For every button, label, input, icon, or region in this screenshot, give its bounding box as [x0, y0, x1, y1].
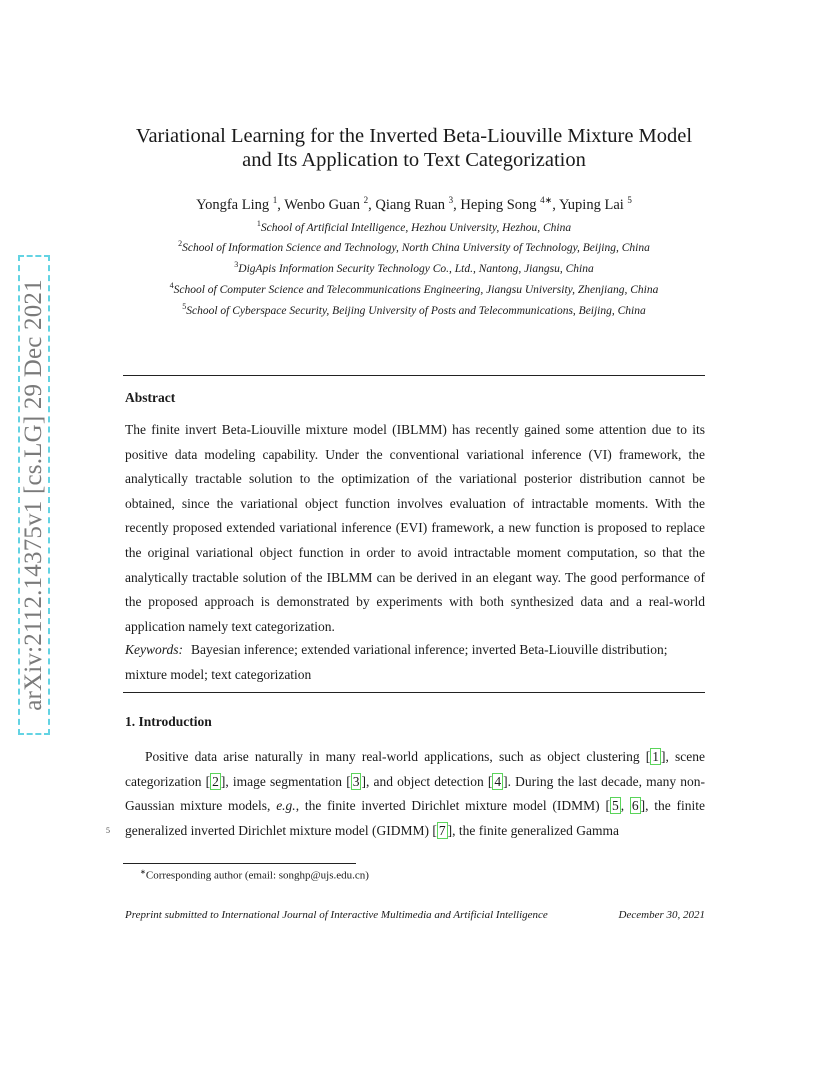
intro-text: , the finite inverted Dirichlet mixture model (IDMM): [295, 798, 606, 814]
keywords: [125, 638, 705, 687]
affiliation-4: [100, 281, 728, 296]
affiliation-3: [100, 260, 728, 275]
affiliation-1: [100, 219, 728, 234]
intro-text: , the finite generalized Gamma: [452, 822, 619, 838]
intro-text: Positive data arise naturally in many real-world applications, such as object clustering: [145, 749, 646, 764]
affiliation-mark: 2: [178, 239, 183, 248]
author-list: Yongfa Ling $^1$, Wenbo Guan $^2$, Qiang Ruan $^3$, Heping Song $^{4∗}$, Yuping Lai $^5$: [196, 195, 632, 213]
author-affiliation-mark: 3: [448, 195, 454, 205]
affiliation-mark: 1: [256, 219, 261, 228]
affiliation-text: School of Artificial Intelligence, Hezhou University, Hezhou, China: [260, 221, 572, 234]
intro-text: , scene categorization: [125, 749, 705, 789]
title-line-1: Variational Learning for the Inverted Beta-Liouville Mixture Model: [135, 125, 693, 147]
intro-text: , the finite generalized inverted Dirichlet mixture model (GIDMM): [125, 798, 706, 838]
paper-title: [100, 124, 728, 172]
author-affiliation-mark: 1: [272, 195, 278, 205]
preprint-journal: Preprint submitted to International Journal of Interactive Multimedia and Artificial Intelligence: [125, 909, 548, 921]
abstract-body: The finite invert Beta-Liouville mixture model (IBLMM) has recently gained some attention due to its positive data modeling capability. Under the conventional variational inference (VI) framework, the analytically tractable solution to the optimization of the variational posterior distribution cannot be obtained, since the variational object function involves evaluation of intractable moments. With the recently proposed extended variational inference (EVI) framework, a new function is proposed to replace the original variational object function in order to avoid intractable moment computation, so that the analytically tractable solution of the IBLMM can be derived in an elegant way. The good performance of the proposed approach is demonstrated by experiments with both synthesized data and a real-world application namely text categorization.: [125, 422, 705, 634]
citation-link[interactable]: 4: [494, 773, 502, 789]
keywords-label: Keywords:: [125, 642, 183, 657]
citation-link[interactable]: 7: [438, 822, 446, 838]
keywords-text: Bayesian inference; extended variational inference; inverted Beta-Liouville distribution; mixture model; text categorization: [125, 642, 668, 682]
intro-text: , and object detection: [365, 773, 488, 789]
affiliation-mark: 4: [169, 281, 174, 290]
citation-link[interactable]: 2: [212, 773, 219, 789]
affiliation-text: School of Computer Science and Telecommunications Engineering, Jiangsu University, Zhenjiang, China: [173, 283, 659, 296]
arxiv-identifier-stamp[interactable]: [18, 255, 50, 735]
introduction-paragraph: Positive data arise naturally in many real-world applications, such as object clustering [ 1 ], scene categorization [ 2 ], image segmentation [ 3 ], and object detection [ 4 ]. During the last decade, many non-Gaussian mixture models, e.g., the finite inverted Dirichlet mixture model (IDMM) [ 5 , 6 ], the finite generalized inverted Dirichlet mixture model (GIDMM) [ 7 ], the finite generalized Gamma: [125, 749, 706, 838]
footnote-rule: [123, 863, 356, 864]
author-affiliation-mark: 5: [627, 195, 632, 205]
author-name: Yuping Lai: [558, 196, 624, 213]
abstract-heading: Abstract: [125, 390, 176, 405]
affiliation-5: [100, 302, 728, 317]
preprint-footer: [125, 909, 705, 921]
citation-link[interactable]: 3: [352, 773, 360, 789]
abstract-top-rule: [123, 375, 705, 376]
intro-emphasis: e.g.: [276, 798, 296, 814]
affiliation-mark: 5: [182, 302, 187, 311]
arxiv-stamp-text: arXiv:2112.14375v1 [cs.LG] 29 Dec 2021: [20, 279, 47, 711]
line-number: 5: [106, 826, 110, 835]
affiliation-2: [100, 239, 728, 254]
author-name: Heping Song: [460, 196, 537, 213]
author-name: Yongfa Ling: [196, 196, 270, 213]
author-name: Qiang Ruan: [375, 196, 446, 213]
citation-link[interactable]: 5: [611, 798, 619, 814]
preprint-date: December 30, 2021: [618, 909, 705, 921]
intro-text: , image segmentation: [225, 773, 347, 789]
footnote-text: Corresponding author (email: songhp@ujs.edu.cn): [145, 869, 369, 882]
intro-text: ,: [620, 798, 630, 814]
title-line-2: and Its Application to Text Categorization: [242, 149, 586, 171]
author-affiliation-mark: 4∗: [540, 195, 553, 205]
footnote-mark: ∗: [140, 868, 146, 876]
citation-link[interactable]: 1: [652, 749, 659, 764]
citation-link[interactable]: 6: [631, 798, 639, 814]
intro-text: . During the last decade, many non-Gaussian mixture models,: [125, 773, 705, 814]
affiliation-text: School of Information Science and Technology, North China University of Technology, Beijing, China: [182, 241, 650, 254]
author-name: Wenbo Guan: [284, 196, 360, 213]
section-heading-introduction: 1. Introduction: [125, 714, 212, 729]
corresponding-author-footnote: [140, 868, 369, 882]
author-affiliation-mark: 2: [363, 195, 369, 205]
affiliation-text: School of Cyberspace Security, Beijing University of Posts and Telecommunications, Beijing, China: [186, 304, 646, 317]
abstract-bottom-rule: [123, 692, 705, 693]
affiliation-mark: 3: [234, 260, 239, 269]
affiliation-text: DigApis Information Security Technology Co., Ltd., Nantong, Jiangsu, China: [238, 262, 594, 275]
